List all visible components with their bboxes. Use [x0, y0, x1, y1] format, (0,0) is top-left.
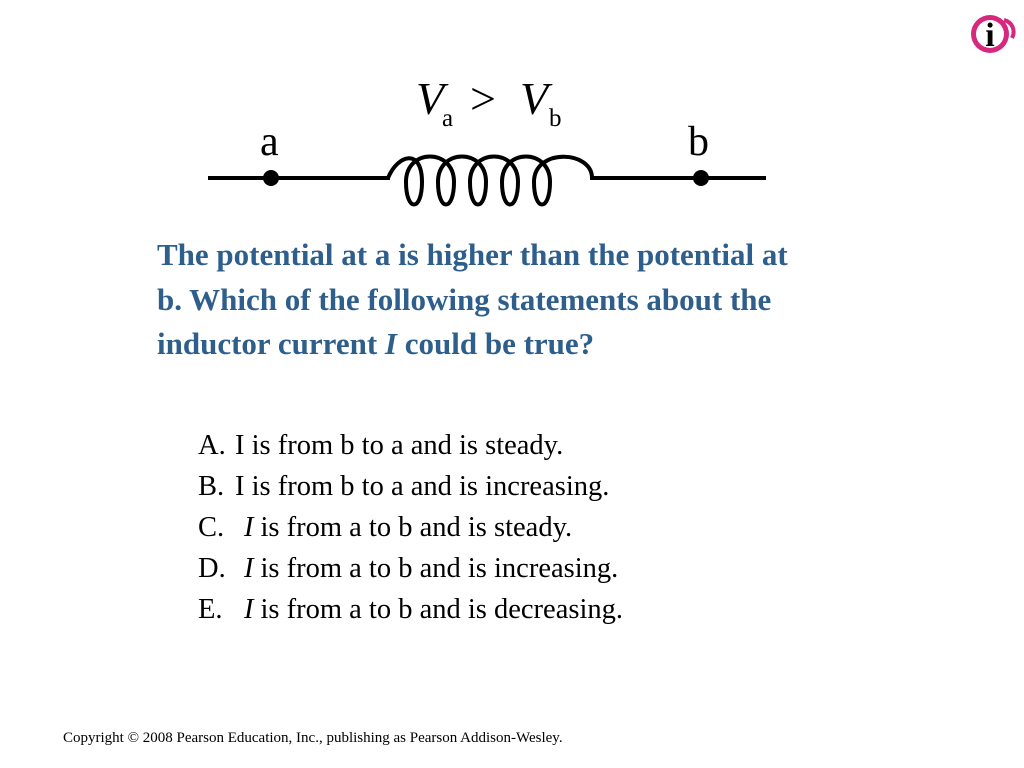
- choice-letter: B.: [198, 471, 225, 502]
- choice-d: [198, 548, 623, 589]
- logo-glyph: i: [985, 17, 995, 54]
- node-a-label: a: [260, 119, 279, 165]
- node-a-dot: [263, 170, 279, 186]
- inductor-coil: [388, 157, 592, 205]
- inductor-diagram: [200, 70, 780, 220]
- relation-right-var: V: [520, 73, 549, 124]
- choice-text: is from a to b and is steady.: [260, 512, 573, 543]
- choice-a: [198, 425, 623, 466]
- choice-text: I is from b to a and is increasing.: [235, 471, 610, 502]
- relation-right-sub: b: [549, 105, 562, 132]
- choice-text: is from a to b and is increasing.: [260, 553, 619, 584]
- choice-text: I is from b to a and is steady.: [235, 430, 564, 461]
- relation-left-sub: a: [442, 105, 454, 132]
- question-part2: could be true?: [404, 326, 595, 361]
- question-part1: The potential at a is higher than the potential at b. Which of the following statements about the inductor current: [157, 237, 788, 361]
- node-b-dot: [693, 170, 709, 186]
- choice-text: is from a to b and is decreasing.: [260, 594, 623, 625]
- answer-choices: [198, 425, 623, 630]
- copyright-footer: Copyright © 2008 Pearson Education, Inc., publishing as Pearson Addison-Wesley.: [63, 730, 563, 746]
- choice-letter: A.: [198, 430, 226, 461]
- choice-var: I: [244, 594, 254, 625]
- relation-left-var: V: [416, 73, 445, 124]
- choice-letter: E.: [198, 594, 223, 625]
- choice-var: I: [244, 512, 254, 543]
- choice-e: [198, 589, 623, 630]
- choice-c: [198, 507, 623, 548]
- choice-letter: D.: [198, 553, 226, 584]
- question-text: [157, 233, 817, 367]
- node-b-label: b: [688, 119, 709, 165]
- choice-b: [198, 466, 623, 507]
- info-logo-icon: [968, 10, 1018, 56]
- choice-letter: C.: [198, 512, 225, 543]
- choice-var: I: [244, 553, 254, 584]
- relation-operator: >: [470, 73, 496, 124]
- question-current-var: I: [384, 326, 397, 361]
